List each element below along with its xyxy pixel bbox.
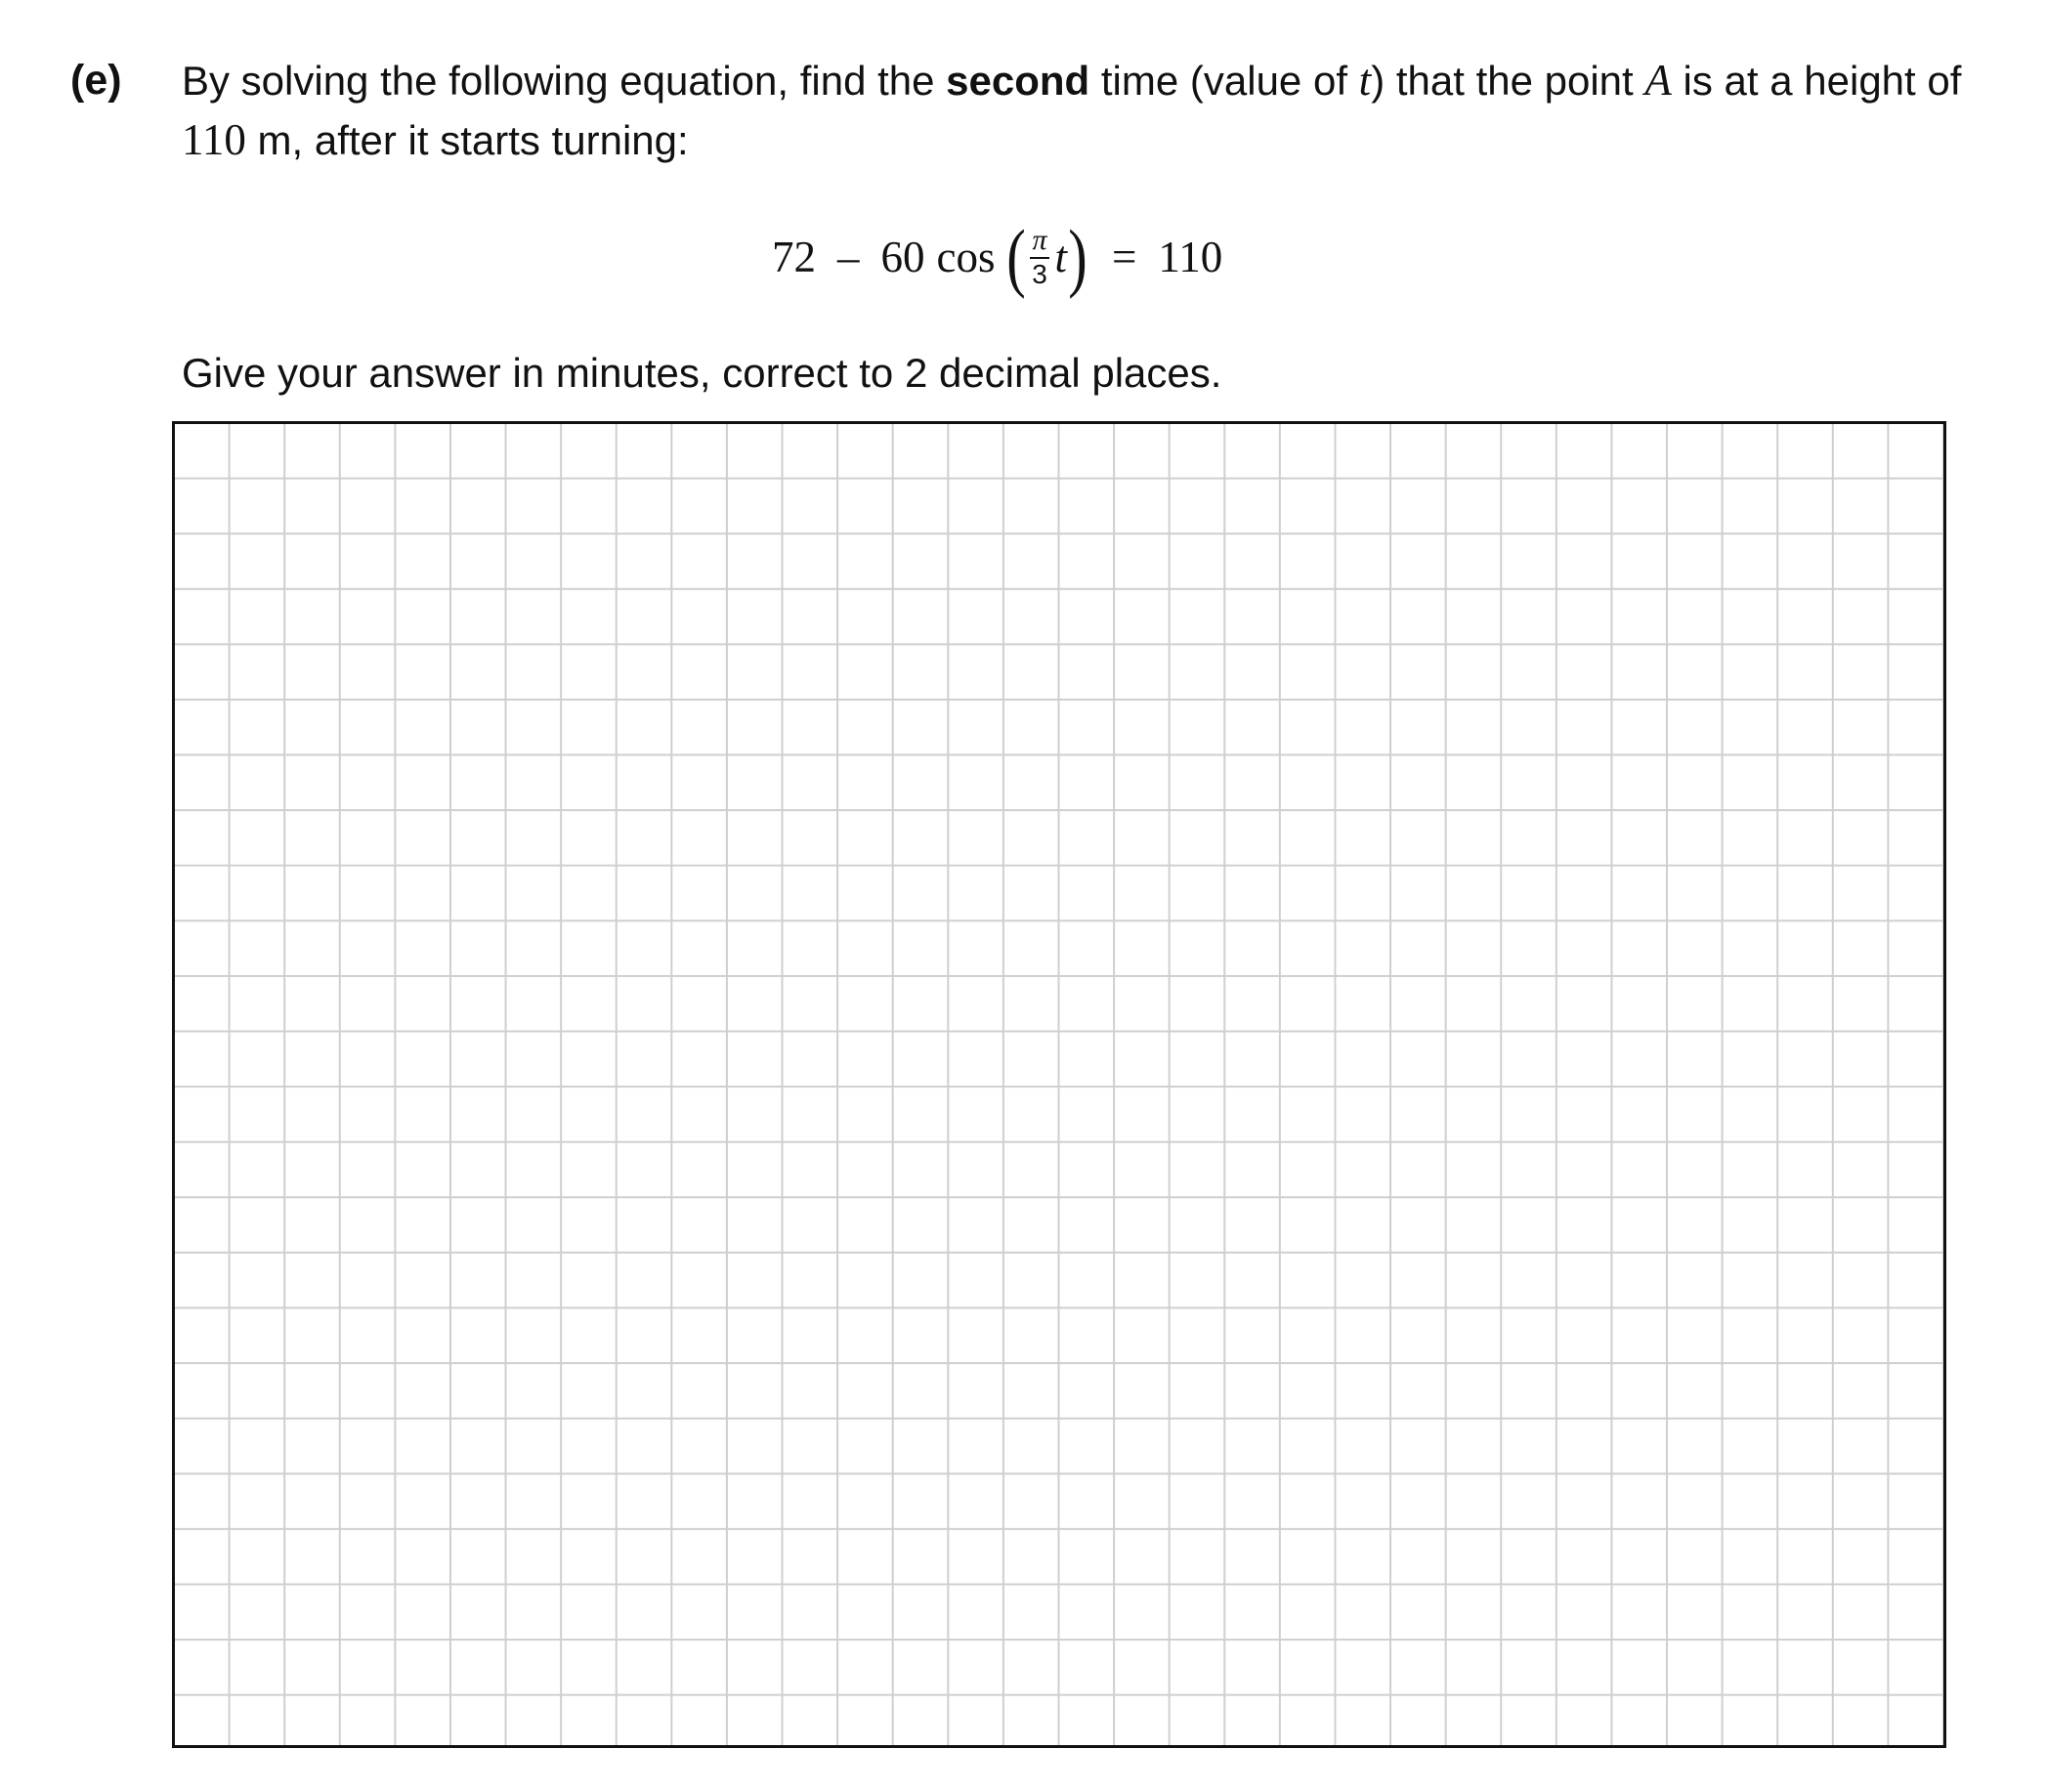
- fraction-numerator: π: [1030, 226, 1048, 259]
- answer-instruction: Give your answer in minutes, correct to 2 decimal places.: [182, 350, 1222, 396]
- answer-grid-area[interactable]: [172, 421, 1946, 1748]
- equation-fraction: [1030, 226, 1048, 288]
- question-text: [182, 51, 1980, 170]
- equation-rhs: 110: [1158, 233, 1223, 281]
- part-label: (e): [70, 57, 122, 104]
- question-text-3: ) that the point: [1371, 58, 1645, 104]
- equation-cos: cos: [936, 233, 996, 281]
- height-value: 110: [182, 115, 246, 164]
- equation-close-paren: ): [1068, 214, 1087, 299]
- question-text-1: By solving the following equation, find the: [182, 58, 947, 104]
- question-text-2: time (value of: [1089, 58, 1359, 104]
- variable-a: A: [1644, 56, 1672, 105]
- question-text-5: m, after it starts turning:: [245, 117, 689, 163]
- question-text-4: is at a height of: [1671, 58, 1962, 104]
- equation-equals-sign: =: [1112, 233, 1137, 281]
- variable-t: t: [1358, 56, 1372, 105]
- question-bold-word: second: [946, 58, 1090, 104]
- equation-minus-sign: –: [837, 233, 860, 281]
- equation-variable-t: t: [1054, 233, 1068, 281]
- fraction-denominator: 3: [1032, 259, 1047, 289]
- equation-coefficient: 60: [880, 233, 925, 281]
- equation-lhs-constant: 72: [772, 233, 816, 281]
- equation: [772, 213, 1222, 301]
- equation-open-paren: (: [1005, 214, 1026, 299]
